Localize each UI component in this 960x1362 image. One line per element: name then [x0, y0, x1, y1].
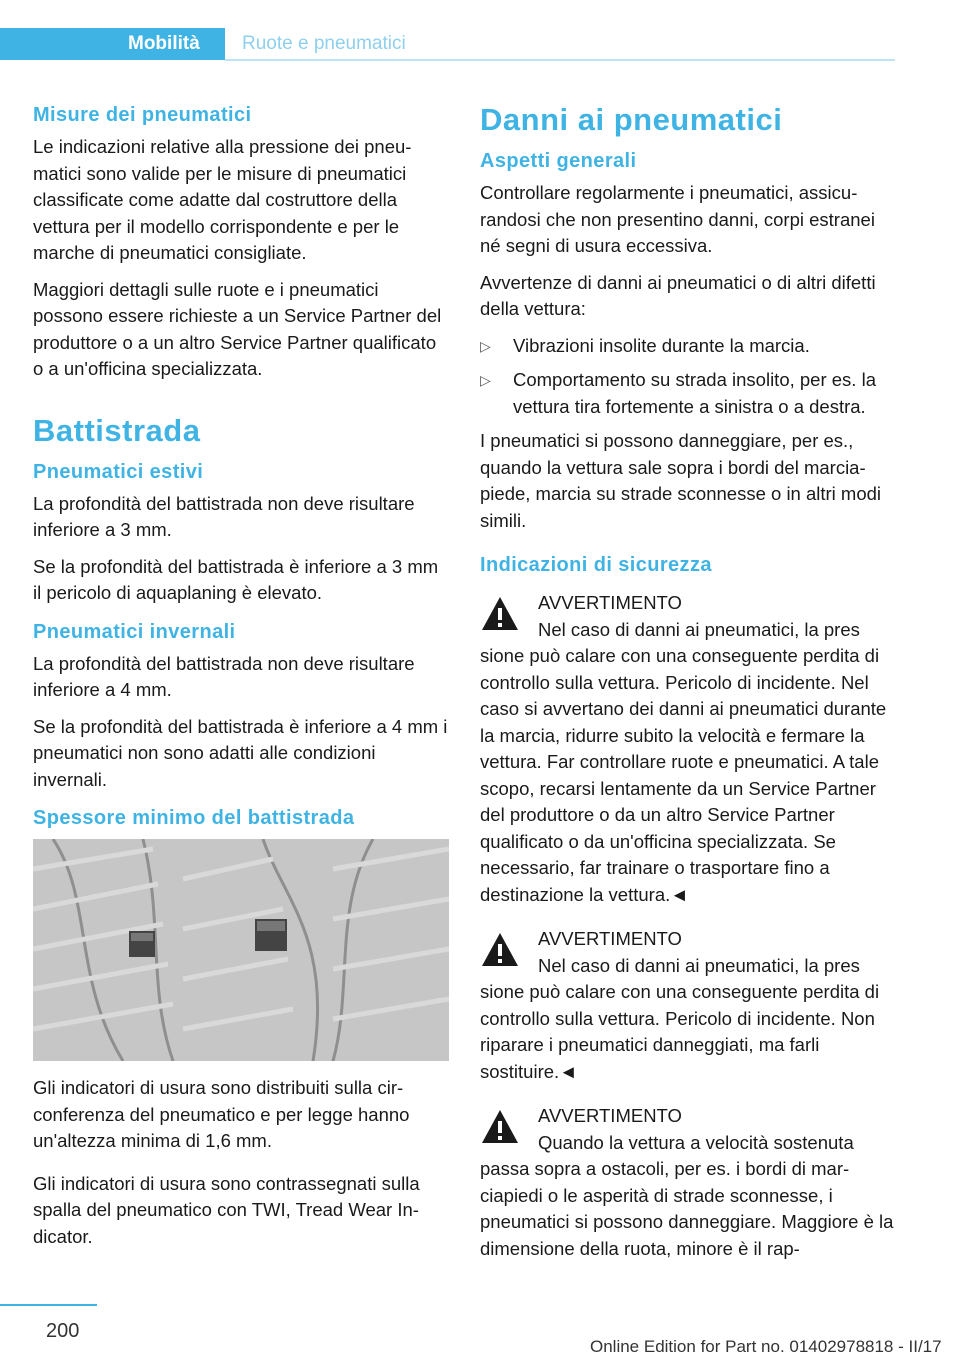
- heading-sicurezza: Indicazioni di sicurezza: [480, 554, 712, 576]
- paragraph: Gli indicatori di usura sono distribuiti sulla circonferenza del pneumatico e per legge hanno un'altezza minima di 1,6 mm.: [33, 1077, 410, 1151]
- heading-misure: Misure dei pneumatici: [33, 104, 252, 126]
- warning-text: sione può calare con una conseguente perdita di controllo sulla vettura. Pericolo di incidente. Nel caso si avvertano dei danni ai pneumatici durante la marcia, ridurre subito la velocità e fermare la vettura. Far controllare ruote e pneumatici. A tale scopo, recarsi lentamente da un Service Partner del produttore o da un altro Service Partner qualificato o da un'officina specializzata. Se necessario, far trainare o trasportare fino a destinazione la vettura.◄: [480, 645, 887, 905]
- heading-invernali: Pneumatici invernali: [33, 620, 236, 643]
- symptom-list: [480, 333, 896, 421]
- paragraph: Gli indicatori di usura sono contrassegnati sulla spalla del pneumatico con TWI, Tread Wear Indicator.: [33, 1172, 420, 1247]
- right-column: [480, 100, 896, 1280]
- warning-text: sione può calare con una conseguente perdita di controllo sulla vettura. Pericolo di incidente. Non riparare i pneumatici danneggiati, ma farli sostituire.◄: [480, 981, 880, 1082]
- heading-battistrada: Battistrada: [33, 412, 201, 448]
- paragraph: Maggiori dettagli sulle ruote e i pneumatici possono essere richieste a un Service Partner del produttore o a un altro Service Partner qualificato o a un'officina specializzata.: [33, 278, 442, 379]
- warning-block: [480, 926, 896, 1085]
- list-item: ▷ Vibrazioni insolite durante la marcia.: [480, 333, 896, 360]
- warning-triangle-icon: [480, 1107, 520, 1147]
- heading-estivi: Pneumatici estivi: [33, 460, 204, 483]
- warning-title: AVVERTIMENTO: [538, 592, 682, 613]
- heading-generali: Aspetti generali: [480, 150, 637, 172]
- warning-triangle-icon: [480, 930, 520, 970]
- paragraph: La profondità del battistrada non deve risultare inferiore a 4 mm.: [33, 652, 415, 700]
- header-subsection-title: Ruote e pneumatici: [242, 33, 406, 54]
- warning-triangle-icon: [480, 594, 520, 634]
- footer-rule: [0, 1304, 97, 1306]
- warning-text: Nel caso di danni ai pneumatici, la pres: [538, 954, 860, 976]
- warning-text: Quando la vettura a velocità sostenuta: [538, 1131, 854, 1153]
- edition-note: Online Edition for Part no. 01402978818 - II/17: [590, 1337, 942, 1356]
- paragraph: Controllare regolarmente i pneumatici, assicurandosi che non presentino danni, corpi estranei né segni di usura eccessiva.: [480, 182, 875, 256]
- paragraph: Le indicazioni relative alla pressione dei pneumatici sono valide per le misure di pneumatici classificate come adatte dal costruttore della vettura per il modello corrispondente e per le marche di pneumatici consigliate.: [33, 136, 412, 263]
- paragraph: La profondità del battistrada non deve risultare inferiore a 3 mm.: [33, 492, 415, 540]
- paragraph: I pneumatici si possono danneggiare, per es., quando la vettura sale sopra i bordi del marciapiede, marcia su strade sconnesse o in altri modi simili.: [480, 430, 882, 531]
- triangle-bullet-icon: ▷: [480, 337, 491, 354]
- heading-spessore: Spessore minimo del battistrada: [33, 807, 355, 829]
- list-item: ▷ Comportamento su strada insolito, per es. la vettura tira fortemente a sinistra o a destra.: [480, 369, 876, 417]
- tire-tread-illustration: [33, 839, 449, 1061]
- paragraph: Se la profondità del battistrada è inferiore a 4 mm i pneumatici non sono adatti alle condizioni invernali.: [33, 715, 448, 790]
- warning-block: [480, 590, 896, 908]
- header-rule: [225, 59, 895, 61]
- warning-title: AVVERTIMENTO: [538, 1105, 682, 1126]
- header-section-title: Mobilità: [128, 33, 200, 54]
- warning-text: Nel caso di danni ai pneumatici, la pres: [538, 618, 860, 640]
- paragraph: Se la profondità del battistrada è inferiore a 3 mm il pericolo di aquaplaning è elevato.: [33, 555, 439, 603]
- page-number: 200: [46, 1320, 80, 1342]
- warning-block: [480, 1103, 896, 1262]
- left-column: [33, 100, 449, 1260]
- warning-text: passa sopra a ostacoli, per es. i bordi di marciapiedi o le asperità di strade sconnesse, i pneumatici si possono danneggiare. Maggiore è la dimensione della ruota, minore è il rap-: [480, 1158, 894, 1259]
- paragraph: Avvertenze di danni ai pneumatici o di altri difetti della vettura:: [480, 271, 876, 319]
- heading-danni: Danni ai pneumatici: [480, 102, 783, 137]
- warning-title: AVVERTIMENTO: [538, 928, 682, 949]
- triangle-bullet-icon: ▷: [480, 372, 491, 388]
